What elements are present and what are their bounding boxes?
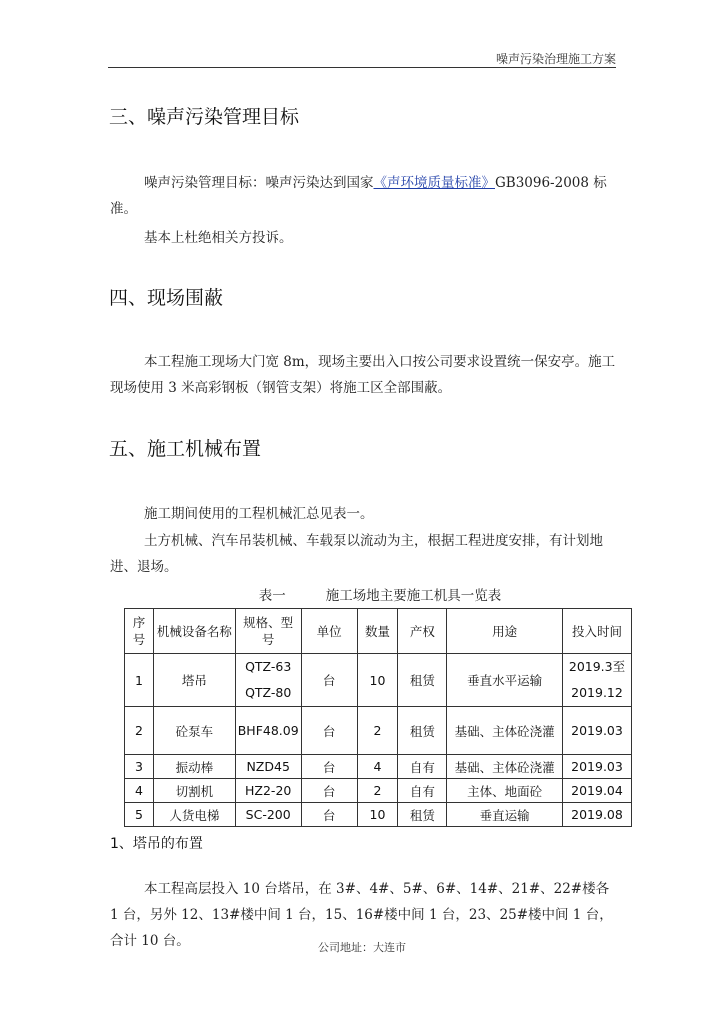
table-cell: 台 — [301, 779, 357, 803]
table-row — [125, 755, 632, 779]
table-header-row — [125, 609, 632, 654]
table-cell: 人货电梯 — [153, 803, 235, 827]
table-cell: 租赁 — [398, 803, 447, 827]
table-cell: 10 — [357, 803, 398, 827]
table-cell: 1 — [125, 654, 154, 707]
table-cell: 2019.03 — [563, 707, 632, 755]
header-cell: 用途 — [447, 609, 563, 654]
table-cell: 2019.04 — [563, 779, 632, 803]
table-cell: HZ2-20 — [235, 779, 301, 803]
table-caption — [110, 584, 650, 604]
header-cell: 机械设备名称 — [153, 609, 235, 654]
table-cell: 台 — [301, 803, 357, 827]
table-cell: 2019.3至 2019.12 — [563, 654, 632, 707]
section-3-paragraph-1 — [110, 170, 618, 222]
table-cell: 自有 — [398, 779, 447, 803]
table-cell: 2 — [357, 779, 398, 803]
section-3-paragraph-2 — [110, 225, 618, 251]
table-cell: 塔吊 — [153, 654, 235, 707]
subsection-title: 1、塔吊的布置 — [110, 836, 203, 852]
table-cell: 4 — [125, 779, 154, 803]
section-5-paragraph-1 — [110, 501, 618, 527]
table-cell: 3 — [125, 755, 154, 779]
table-cell: 租赁 — [398, 654, 447, 707]
table-cell: 砼泵车 — [153, 707, 235, 755]
page-footer: 公司地址：大连市 — [318, 941, 406, 954]
table-row — [125, 803, 632, 827]
header-cell: 产权 — [398, 609, 447, 654]
table-cell: 4 — [357, 755, 398, 779]
section-5-text-2: 土方机械、汽车吊装机械、车载泵以流动为主，根据工程进度安排，有计划地进、退场。 — [110, 533, 603, 575]
section-3-title: 三、噪声污染管理目标 — [109, 106, 300, 128]
table-cell: 2 — [357, 707, 398, 755]
header-cell: 规格、型号 — [235, 609, 301, 654]
table-row — [125, 779, 632, 803]
section-4-title: 四、现场围蔽 — [109, 287, 224, 309]
header-cell: 序号 — [125, 609, 154, 654]
subsection-text: 本工程高层投入 10 台塔吊，在 3#、4#、5#、6#、14#、21#、22#楼各 1 台，另外 12、13#楼中间 1 台，15、16#楼中间 1 台，23、25#楼中间 1 台，合计 10 台。 — [110, 881, 613, 949]
table-cell: SC-200 — [235, 803, 301, 827]
table-cell: 基础、主体砼浇灌 — [447, 707, 563, 755]
table-row — [125, 707, 632, 755]
table-cell: 自有 — [398, 755, 447, 779]
table-cell: 2019.08 — [563, 803, 632, 827]
table-row — [125, 654, 632, 707]
header-cell: 投入时间 — [563, 609, 632, 654]
section-5-paragraph-2 — [110, 528, 618, 580]
page-header: 噪声污染治理施工方案 — [495, 52, 616, 66]
section-3-text-2: 基本上杜绝相关方投诉。 — [144, 230, 293, 246]
table-cell: QTZ-63 QTZ-80 — [235, 654, 301, 707]
table-cell: 垂直水平运输 — [447, 654, 563, 707]
table-cell: 台 — [301, 755, 357, 779]
standard-link[interactable]: 《声环境质量标准》 — [373, 175, 495, 191]
table-cell: NZD45 — [235, 755, 301, 779]
table-cell: 5 — [125, 803, 154, 827]
table-caption-number: 表一 — [258, 588, 286, 604]
section-3-text-pre: 噪声污染管理目标：噪声污染达到国家 — [144, 175, 374, 191]
section-5-text-1: 施工期间使用的工程机械汇总见表一。 — [144, 506, 374, 522]
table-cell: BHF48.09 — [235, 707, 301, 755]
table-cell: 主体、地面砼 — [447, 779, 563, 803]
table-cell: 租赁 — [398, 707, 447, 755]
section-3-text-post: GB3096-2008 标准。 — [110, 175, 607, 217]
header-cell: 单位 — [301, 609, 357, 654]
table-cell: 振动棒 — [153, 755, 235, 779]
header-cell: 数量 — [357, 609, 398, 654]
section-5-title: 五、施工机械布置 — [109, 438, 262, 460]
table-cell: 2019.03 — [563, 755, 632, 779]
header-divider — [108, 67, 616, 68]
table-caption-title: 施工场地主要施工机具一览表 — [325, 588, 502, 604]
table-cell: 垂直运输 — [447, 803, 563, 827]
table-cell: 台 — [301, 654, 357, 707]
machinery-table — [124, 608, 632, 827]
table-cell: 基础、主体砼浇灌 — [447, 755, 563, 779]
table-cell: 台 — [301, 707, 357, 755]
table-cell: 2 — [125, 707, 154, 755]
section-4-text: 本工程施工现场大门宽 8m，现场主要出入口按公司要求设置统一保安亭。施工现场使用 3 米高彩钢板（钢管支架）将施工区全部围蔽。 — [110, 354, 616, 396]
table-cell: 切割机 — [153, 779, 235, 803]
section-4-paragraph-1 — [110, 349, 618, 401]
table-cell: 10 — [357, 654, 398, 707]
